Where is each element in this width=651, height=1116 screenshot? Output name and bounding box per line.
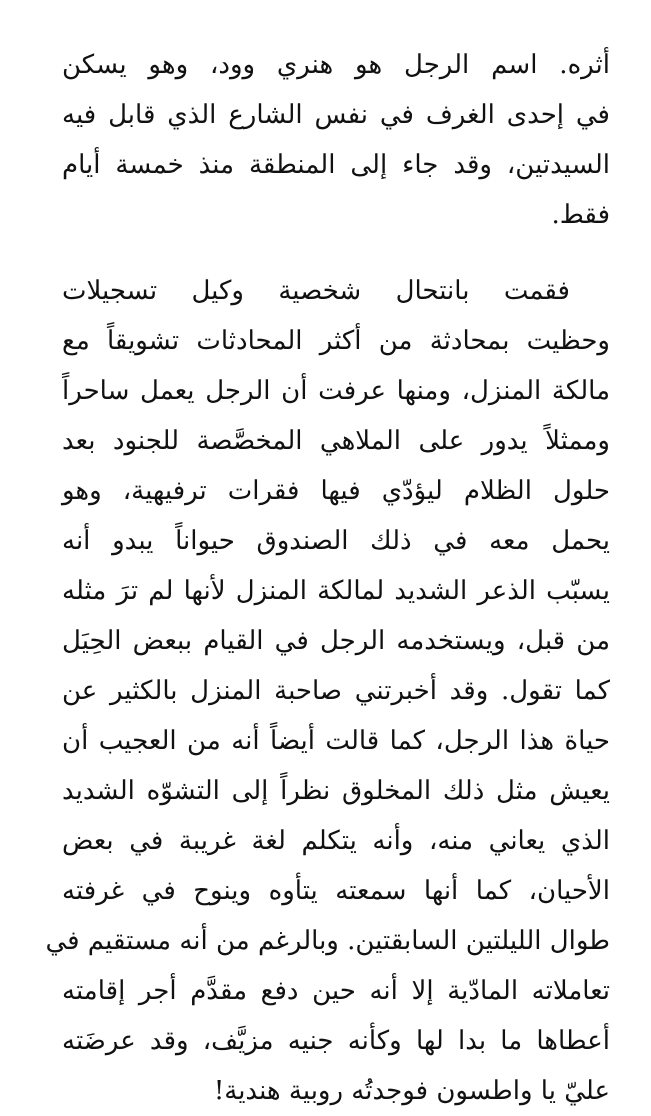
- text-line: في إحدى الغرف في نفس الشارع الذي قابل فيه: [62, 100, 610, 130]
- text-line: فقط.: [551, 200, 610, 230]
- text-line: وحظيت بمحادثة من أكثر المحادثات تشويقاً مع: [62, 326, 610, 356]
- text-line: يحمل معه في ذلك الصندوق حيواناً يبدو أنه: [62, 526, 610, 556]
- text-line: أثره. اسم الرجل هو هنري وود، وهو يسكن: [62, 50, 610, 80]
- text-line: السيدتين، وقد جاء إلى المنطقة منذ خمسة أيام: [62, 150, 610, 180]
- text-line: من قبل، ويستخدمه الرجل في القيام ببعض الحِيَل: [62, 626, 610, 656]
- text-line: حلول الظلام ليؤدّي فيها فقرات ترفيهية، وهو: [62, 476, 610, 506]
- text-line: كما تقول. وقد أخبرتني صاحبة المنزل بالكثير عن: [62, 676, 610, 706]
- text-line: مالكة المنزل، ومنها عرفت أن الرجل يعمل ساحراً: [62, 376, 610, 406]
- text-line: عليّ يا واطسون فوجدتُه روبية هندية!: [213, 1076, 610, 1106]
- paragraph-1: [62, 40, 610, 240]
- page-text: [45, 40, 610, 1116]
- text-line: يسبّب الذعر الشديد لمالكة المنزل لأنها لم ترَ مثله: [62, 576, 610, 606]
- paragraph-gap: [62, 240, 610, 266]
- paragraph-2: [45, 266, 610, 1116]
- text-line: حياة هذا الرجل، كما قالت أيضاً أنه من العجيب أن: [62, 726, 610, 756]
- text-line: فقمت بانتحال شخصية وكيل تسجيلات: [62, 276, 570, 306]
- text-line: وممثلاً يدور على الملاهي المخصَّصة للجنود بعد: [62, 426, 610, 456]
- text-line: الذي يعاني منه، وأنه يتكلم لغة غريبة في بعض: [62, 826, 610, 856]
- text-line: أعطاها ما بدا لها وكأنه جنيه مزيَّف، وقد عرضَته: [62, 1026, 610, 1056]
- text-line: يعيش مثل ذلك المخلوق نظراً إلى التشوّه الشديد: [62, 776, 610, 806]
- text-line: تعاملاته المادّية إلا أنه حين دفع مقدَّم أجر إقامته: [62, 976, 610, 1006]
- text-line: طوال الليلتين السابقتين. وبالرغم من أنه مستقيم في: [45, 926, 610, 956]
- text-line: الأحيان، كما أنها سمعته يتأوه وينوح في غرفته: [62, 876, 610, 906]
